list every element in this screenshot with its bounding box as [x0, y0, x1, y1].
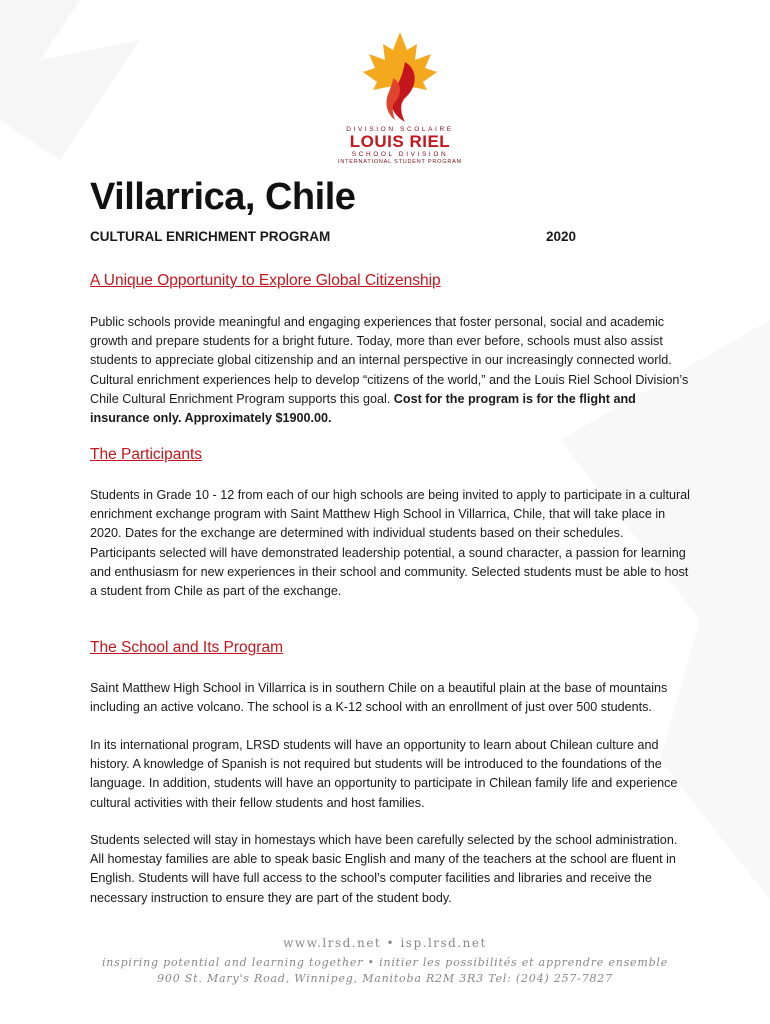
logo-program-line: INTERNATIONAL STUDENT PROGRAM	[338, 159, 462, 165]
page-title: Villarrica, Chile	[90, 176, 356, 218]
section-paragraph-international-program: In its international program, LRSD students will have an opportunity to learn about Chilean culture and history. A knowledge of Spanish is not required but students will be introduced to the foundations of the language. In addition, students will have an opportunity to participate in Chilean family life and experience cultural activities with their fellow students and host families.	[90, 738, 678, 810]
section-paragraph-global-citizenship	[90, 313, 690, 428]
paragraph-text: Public schools provide meaningful and engaging experiences that foster personal, social and academic growth and prepare students for a bright future. Today, more than ever before, schools must also assist students to appreciate global citizenship and an internal perspective in our increasingly connected world. Cultural enrichment experiences help to develop “citizens of the world,” and the Louis Riel School Division’s Chile Cultural Enrichment Program supports this goal.	[90, 315, 689, 406]
section-heading-school-program: The School and Its Program	[90, 639, 283, 656]
subtitle-row	[90, 229, 576, 244]
section-paragraph-participants: Students in Grade 10 - 12 from each of our high schools are being invited to apply to participate in a cultural enrichment exchange program with Saint Matthew High School in Villarrica, Chile, that will take place in 2020. Dates for the exchange are determined with individual students based on their schedules. Participants selected will have demonstrated leadership potential, a sound character, a passion for learning and enthusiasm for new experiences in their school and community. Selected students must be able to host a student from Chile as part of the exchange.	[90, 488, 690, 599]
logo-division-line: DIVISION SCOLAIRE	[346, 126, 454, 133]
cost-note: Cost for the program is for the flight and insurance only. Approximately $1900.00.	[90, 391, 636, 426]
school-division-logo	[330, 28, 470, 180]
logo-name: LOUIS RIEL	[349, 132, 451, 151]
footer-address: 900 St. Mary's Road, Winnipeg, Manitoba R2M 3R3 Tel: (204) 257-7827	[157, 972, 613, 985]
program-year: 2020	[545, 229, 576, 244]
section-paragraph-homestays: Students selected will stay in homestays which have been carefully selected by the school administration. All homestay families are able to speak basic English and many of the teachers at the school are fluent in English. Students will have full access to the school’s computer facilities and libraries and receive the necessary instruction to ensure they are part of the student body.	[90, 833, 678, 905]
footer-url: www.lrsd.net • isp.lrsd.net	[283, 936, 487, 950]
section-heading-global-citizenship: A Unique Opportunity to Explore Global Citizenship	[90, 272, 441, 289]
section-heading-participants: The Participants	[90, 446, 202, 463]
logo-school-line: SCHOOL DIVISION	[351, 151, 449, 158]
maple-leaf-flame-icon	[345, 28, 455, 124]
section-paragraph-school-intro: Saint Matthew High School in Villarrica is in southern Chile on a beautiful plain at the base of mountains including an active volcano. The school is a K-12 school with an enrollment of just over 500 students.	[90, 681, 668, 715]
footer-motto: inspiring potential and learning together • initier les possibilités et apprendre ensemble	[101, 956, 669, 969]
program-name: CULTURAL ENRICHMENT PROGRAM	[90, 229, 331, 244]
